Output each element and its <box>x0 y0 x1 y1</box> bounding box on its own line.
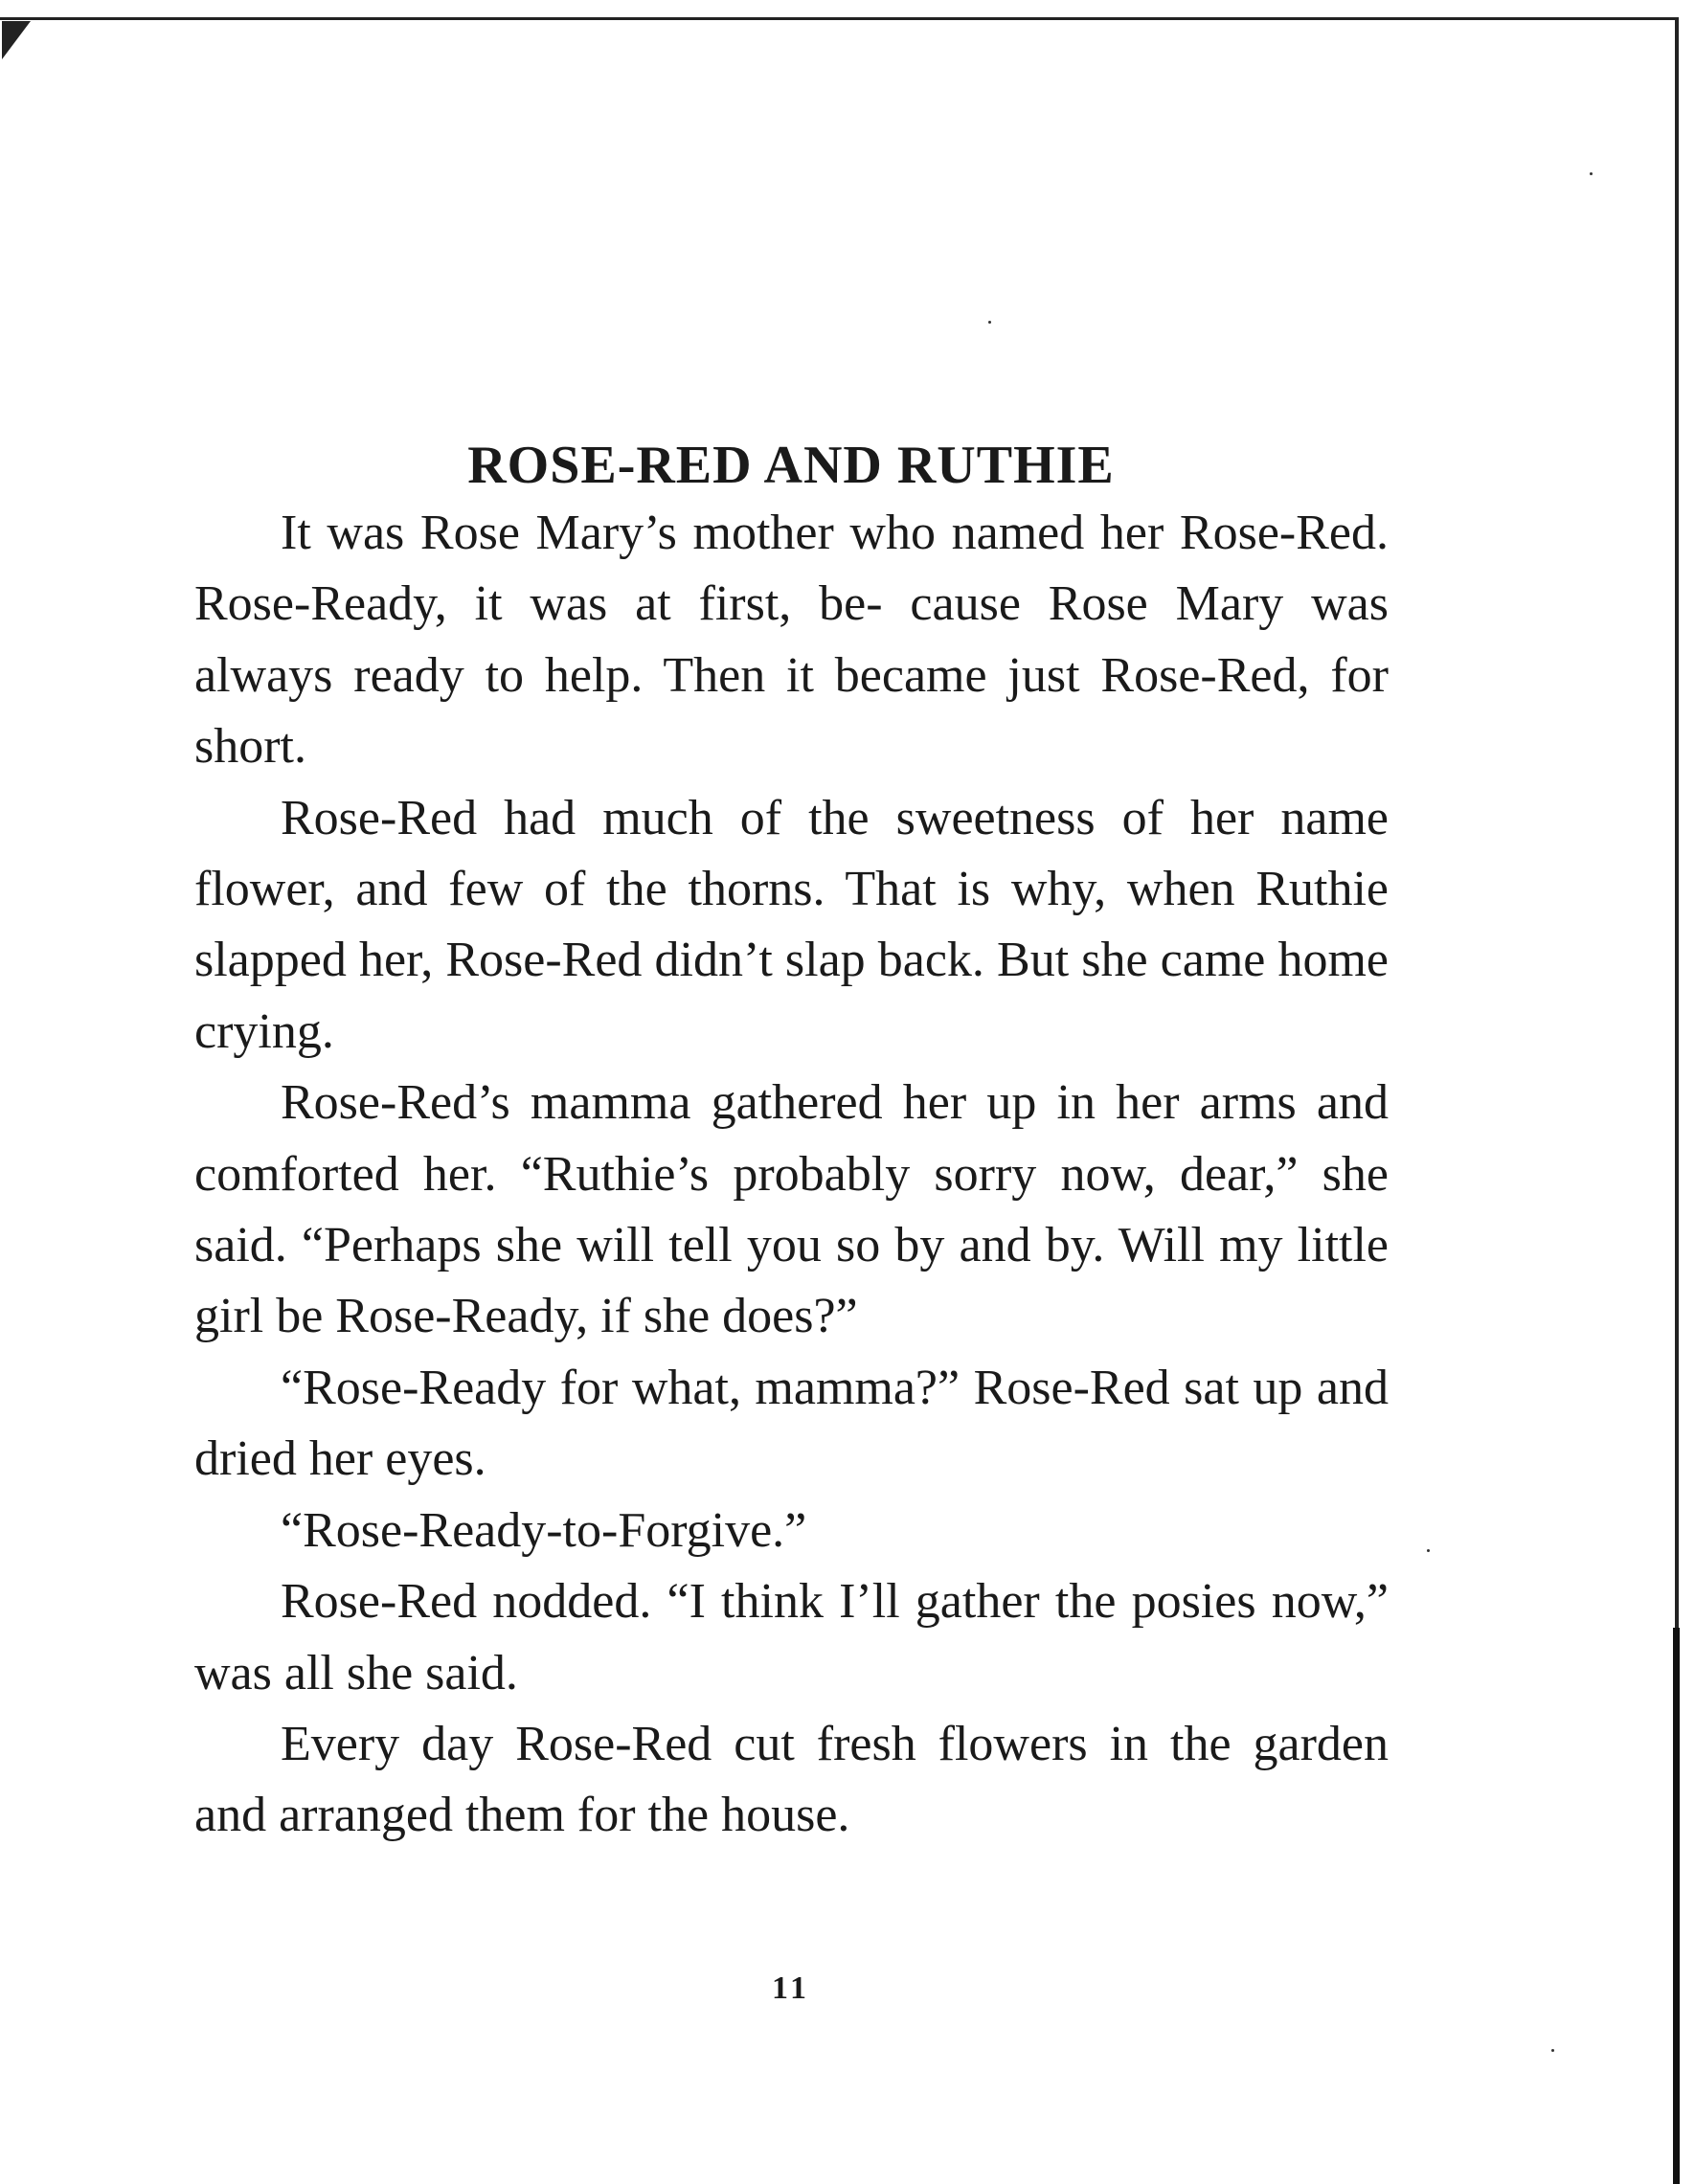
paragraph: “Rose-Ready-to-Forgive.” <box>281 1502 807 1558</box>
paragraph: Every day Rose-Red cut fresh flowers in the garden and arranged them for the house. <box>194 1716 1389 1843</box>
paper-speck <box>1551 2049 1554 2052</box>
paragraph: “Rose-Ready for what, mamma?” Rose-Red sat up and dried her eyes. <box>194 1360 1389 1487</box>
page-border-top <box>0 17 1678 20</box>
chapter-title: ROSE-RED AND RUTHIE <box>467 435 1115 495</box>
page-border-right-shadow <box>1673 1628 1680 2184</box>
paper-speck <box>1590 172 1593 175</box>
paragraph: Rose-Red’s mamma gathered her up in her arms and comforted her. “Ruthie’s probably sorry now, dear,” she said. “Perhaps she will tell you so by and by. Will my little girl be Rose-Ready, if she does?” <box>194 1075 1389 1344</box>
body-text <box>194 498 1389 1852</box>
paragraph: It was Rose Mary’s mother who named her Rose-Red. Rose-Ready, it was at first, be- cause Rose Mary was always ready to help. Then it became just Rose-Red, for short. <box>194 506 1389 775</box>
page-number: 11 <box>771 1970 811 2006</box>
corner-mark <box>2 21 31 59</box>
paragraph: Rose-Red nodded. “I think I’ll gather the posies now,” was all she said. <box>194 1574 1389 1700</box>
paper-speck <box>988 321 991 324</box>
paragraph: Rose-Red had much of the sweetness of her name flower, and few of the thorns. That is why, when Ruthie slapped her, Rose-Red didn’t slap back. But she came home crying. <box>194 790 1389 1059</box>
paper-speck <box>1427 1549 1430 1552</box>
